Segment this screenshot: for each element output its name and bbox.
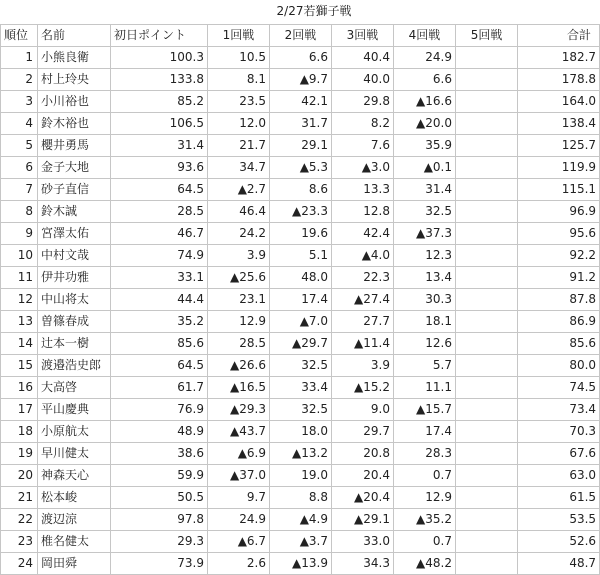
cell-rank: 19 (1, 442, 38, 464)
cell-round-4: 0.7 (394, 464, 456, 486)
cell-round-3: 40.4 (332, 46, 394, 68)
cell-round-1: 28.5 (208, 332, 270, 354)
cell-round-1: ▲26.6 (208, 354, 270, 376)
header-row (1, 24, 600, 46)
cell-initial-points: 93.6 (111, 156, 208, 178)
table-row (1, 420, 600, 442)
cell-total: 91.2 (518, 266, 600, 288)
cell-round-5 (456, 442, 518, 464)
cell-name: 松本峻 (38, 486, 111, 508)
cell-round-1: 12.0 (208, 112, 270, 134)
cell-round-5 (456, 332, 518, 354)
cell-round-4: ▲37.3 (394, 222, 456, 244)
table-row (1, 464, 600, 486)
cell-initial-points: 100.3 (111, 46, 208, 68)
cell-round-3: 34.3 (332, 552, 394, 574)
cell-round-3: 29.8 (332, 90, 394, 112)
title-spacer (518, 0, 600, 24)
header-initial-points: 初日ポイント (111, 24, 208, 46)
cell-name: 宮澤太佑 (38, 222, 111, 244)
cell-initial-points: 85.6 (111, 332, 208, 354)
cell-round-5 (456, 376, 518, 398)
cell-name: 金子大地 (38, 156, 111, 178)
cell-round-4: 11.1 (394, 376, 456, 398)
cell-rank: 3 (1, 90, 38, 112)
cell-round-3: 7.6 (332, 134, 394, 156)
cell-round-2: ▲7.0 (270, 310, 332, 332)
header-round-3: 3回戦 (332, 24, 394, 46)
cell-round-3: 13.3 (332, 178, 394, 200)
cell-rank: 22 (1, 508, 38, 530)
table-row (1, 552, 600, 574)
cell-total: 73.4 (518, 398, 600, 420)
table-row (1, 376, 600, 398)
cell-round-1: ▲6.9 (208, 442, 270, 464)
cell-round-2: 18.0 (270, 420, 332, 442)
cell-round-3: ▲3.0 (332, 156, 394, 178)
table-row (1, 398, 600, 420)
table-row (1, 244, 600, 266)
cell-round-3: 8.2 (332, 112, 394, 134)
cell-total: 138.4 (518, 112, 600, 134)
cell-rank: 5 (1, 134, 38, 156)
cell-round-4: 18.1 (394, 310, 456, 332)
cell-total: 95.6 (518, 222, 600, 244)
cell-round-1: 23.5 (208, 90, 270, 112)
cell-round-4: ▲16.6 (394, 90, 456, 112)
header-total: 合計 (518, 24, 600, 46)
cell-round-4: ▲48.2 (394, 552, 456, 574)
table-row (1, 222, 600, 244)
cell-total: 87.8 (518, 288, 600, 310)
cell-round-1: 24.2 (208, 222, 270, 244)
cell-round-2: 29.1 (270, 134, 332, 156)
cell-name: 平山慶典 (38, 398, 111, 420)
cell-round-1: ▲37.0 (208, 464, 270, 486)
cell-round-2: ▲13.9 (270, 552, 332, 574)
cell-round-5 (456, 552, 518, 574)
cell-rank: 6 (1, 156, 38, 178)
cell-rank: 15 (1, 354, 38, 376)
cell-round-1: 34.7 (208, 156, 270, 178)
cell-round-5 (456, 310, 518, 332)
cell-name: 曽篠春成 (38, 310, 111, 332)
cell-name: 神森天心 (38, 464, 111, 486)
cell-round-5 (456, 420, 518, 442)
cell-initial-points: 46.7 (111, 222, 208, 244)
cell-name: 小原航太 (38, 420, 111, 442)
cell-round-4: 28.3 (394, 442, 456, 464)
cell-name: 櫻井勇馬 (38, 134, 111, 156)
header-rank: 順位 (1, 24, 38, 46)
cell-round-3: 33.0 (332, 530, 394, 552)
cell-round-5 (456, 464, 518, 486)
cell-rank: 12 (1, 288, 38, 310)
cell-initial-points: 48.9 (111, 420, 208, 442)
cell-name: 鈴木誠 (38, 200, 111, 222)
cell-name: 岡田舜 (38, 552, 111, 574)
cell-round-2: 42.1 (270, 90, 332, 112)
cell-round-2: 5.1 (270, 244, 332, 266)
cell-rank: 24 (1, 552, 38, 574)
cell-round-1: 12.9 (208, 310, 270, 332)
cell-round-5 (456, 222, 518, 244)
cell-round-5 (456, 68, 518, 90)
cell-total: 182.7 (518, 46, 600, 68)
cell-round-2: ▲13.2 (270, 442, 332, 464)
cell-round-4: 17.4 (394, 420, 456, 442)
cell-rank: 1 (1, 46, 38, 68)
cell-total: 115.1 (518, 178, 600, 200)
header-round-4: 4回戦 (394, 24, 456, 46)
cell-round-3: ▲29.1 (332, 508, 394, 530)
cell-initial-points: 31.4 (111, 134, 208, 156)
header-round-5: 5回戦 (456, 24, 518, 46)
cell-round-3: 40.0 (332, 68, 394, 90)
cell-round-2: ▲9.7 (270, 68, 332, 90)
cell-round-5 (456, 486, 518, 508)
cell-round-1: 3.9 (208, 244, 270, 266)
cell-rank: 17 (1, 398, 38, 420)
cell-initial-points: 73.9 (111, 552, 208, 574)
cell-rank: 21 (1, 486, 38, 508)
cell-rank: 13 (1, 310, 38, 332)
table-row (1, 112, 600, 134)
cell-name: 辻本一樹 (38, 332, 111, 354)
cell-round-2: ▲5.3 (270, 156, 332, 178)
cell-round-2: 32.5 (270, 398, 332, 420)
cell-round-4: 0.7 (394, 530, 456, 552)
table-row (1, 178, 600, 200)
cell-initial-points: 29.3 (111, 530, 208, 552)
cell-round-4: 12.6 (394, 332, 456, 354)
cell-initial-points: 97.8 (111, 508, 208, 530)
cell-round-5 (456, 508, 518, 530)
cell-total: 48.7 (518, 552, 600, 574)
cell-round-4: 31.4 (394, 178, 456, 200)
cell-initial-points: 133.8 (111, 68, 208, 90)
cell-name: 中村文哉 (38, 244, 111, 266)
cell-round-2: 19.6 (270, 222, 332, 244)
cell-round-3: 9.0 (332, 398, 394, 420)
cell-round-2: ▲29.7 (270, 332, 332, 354)
cell-round-4: 12.9 (394, 486, 456, 508)
cell-round-2: 48.0 (270, 266, 332, 288)
cell-round-2: 8.8 (270, 486, 332, 508)
table-row (1, 310, 600, 332)
header-round-2: 2回戦 (270, 24, 332, 46)
cell-round-1: ▲43.7 (208, 420, 270, 442)
table-row (1, 156, 600, 178)
cell-round-5 (456, 288, 518, 310)
table-row (1, 266, 600, 288)
cell-round-4: ▲15.7 (394, 398, 456, 420)
cell-rank: 2 (1, 68, 38, 90)
cell-initial-points: 74.9 (111, 244, 208, 266)
cell-round-4: 12.3 (394, 244, 456, 266)
cell-round-1: 10.5 (208, 46, 270, 68)
cell-round-5 (456, 90, 518, 112)
cell-initial-points: 50.5 (111, 486, 208, 508)
table-row (1, 442, 600, 464)
cell-round-4: 32.5 (394, 200, 456, 222)
table-row (1, 530, 600, 552)
cell-total: 86.9 (518, 310, 600, 332)
cell-round-1: ▲29.3 (208, 398, 270, 420)
cell-initial-points: 59.9 (111, 464, 208, 486)
table-body (1, 46, 600, 574)
cell-rank: 18 (1, 420, 38, 442)
cell-round-2: 19.0 (270, 464, 332, 486)
cell-round-2: 8.6 (270, 178, 332, 200)
cell-round-5 (456, 46, 518, 68)
cell-round-4: ▲0.1 (394, 156, 456, 178)
cell-total: 119.9 (518, 156, 600, 178)
cell-round-1: 23.1 (208, 288, 270, 310)
cell-name: 中山将太 (38, 288, 111, 310)
table-row (1, 288, 600, 310)
cell-round-2: ▲3.7 (270, 530, 332, 552)
cell-round-5 (456, 398, 518, 420)
cell-rank: 9 (1, 222, 38, 244)
cell-total: 164.0 (518, 90, 600, 112)
cell-round-2: ▲4.9 (270, 508, 332, 530)
table-row (1, 90, 600, 112)
cell-rank: 23 (1, 530, 38, 552)
cell-round-3: 3.9 (332, 354, 394, 376)
cell-round-2: 6.6 (270, 46, 332, 68)
cell-name: 伊井功雅 (38, 266, 111, 288)
cell-rank: 10 (1, 244, 38, 266)
title-spacer (1, 0, 38, 24)
cell-round-2: 32.5 (270, 354, 332, 376)
cell-round-5 (456, 134, 518, 156)
cell-total: 85.6 (518, 332, 600, 354)
title-spacer (38, 0, 111, 24)
cell-initial-points: 85.2 (111, 90, 208, 112)
cell-round-5 (456, 530, 518, 552)
cell-round-3: 42.4 (332, 222, 394, 244)
cell-rank: 16 (1, 376, 38, 398)
cell-round-3: 27.7 (332, 310, 394, 332)
cell-name: 早川健太 (38, 442, 111, 464)
cell-round-3: 22.3 (332, 266, 394, 288)
cell-name: 村上玲央 (38, 68, 111, 90)
cell-round-3: 29.7 (332, 420, 394, 442)
title-row (1, 0, 600, 24)
cell-round-2: 33.4 (270, 376, 332, 398)
cell-round-5 (456, 266, 518, 288)
cell-round-4: 24.9 (394, 46, 456, 68)
table-row (1, 354, 600, 376)
cell-initial-points: 35.2 (111, 310, 208, 332)
table-row (1, 46, 600, 68)
table-row (1, 68, 600, 90)
cell-round-5 (456, 178, 518, 200)
cell-round-5 (456, 112, 518, 134)
cell-round-3: 20.8 (332, 442, 394, 464)
table-row (1, 200, 600, 222)
cell-name: 渡邉浩史郎 (38, 354, 111, 376)
cell-initial-points: 106.5 (111, 112, 208, 134)
cell-round-4: 35.9 (394, 134, 456, 156)
cell-round-2: 31.7 (270, 112, 332, 134)
cell-round-5 (456, 244, 518, 266)
cell-rank: 14 (1, 332, 38, 354)
cell-total: 92.2 (518, 244, 600, 266)
cell-round-4: 6.6 (394, 68, 456, 90)
cell-name: 鈴木裕也 (38, 112, 111, 134)
cell-total: 61.5 (518, 486, 600, 508)
cell-total: 53.5 (518, 508, 600, 530)
cell-round-5 (456, 354, 518, 376)
table-row (1, 332, 600, 354)
cell-round-1: ▲16.5 (208, 376, 270, 398)
cell-total: 80.0 (518, 354, 600, 376)
cell-initial-points: 76.9 (111, 398, 208, 420)
cell-initial-points: 33.1 (111, 266, 208, 288)
cell-round-4: 30.3 (394, 288, 456, 310)
cell-round-3: ▲27.4 (332, 288, 394, 310)
cell-round-4: ▲35.2 (394, 508, 456, 530)
cell-initial-points: 64.5 (111, 354, 208, 376)
cell-round-1: 24.9 (208, 508, 270, 530)
cell-total: 67.6 (518, 442, 600, 464)
cell-round-2: ▲23.3 (270, 200, 332, 222)
cell-round-1: ▲6.7 (208, 530, 270, 552)
cell-total: 70.3 (518, 420, 600, 442)
cell-round-4: 5.7 (394, 354, 456, 376)
cell-round-1: 21.7 (208, 134, 270, 156)
cell-initial-points: 44.4 (111, 288, 208, 310)
cell-name: 渡辺涼 (38, 508, 111, 530)
cell-round-1: ▲2.7 (208, 178, 270, 200)
header-name: 名前 (38, 24, 111, 46)
cell-round-1: 9.7 (208, 486, 270, 508)
cell-total: 96.9 (518, 200, 600, 222)
table-row (1, 508, 600, 530)
header-round-1: 1回戦 (208, 24, 270, 46)
cell-initial-points: 64.5 (111, 178, 208, 200)
cell-rank: 4 (1, 112, 38, 134)
cell-round-1: 46.4 (208, 200, 270, 222)
cell-total: 178.8 (518, 68, 600, 90)
cell-total: 74.5 (518, 376, 600, 398)
cell-round-1: 2.6 (208, 552, 270, 574)
cell-total: 125.7 (518, 134, 600, 156)
cell-initial-points: 61.7 (111, 376, 208, 398)
cell-total: 63.0 (518, 464, 600, 486)
cell-round-4: 13.4 (394, 266, 456, 288)
cell-name: 小川裕也 (38, 90, 111, 112)
cell-round-2: 17.4 (270, 288, 332, 310)
cell-round-3: ▲11.4 (332, 332, 394, 354)
cell-round-3: 20.4 (332, 464, 394, 486)
cell-initial-points: 38.6 (111, 442, 208, 464)
cell-rank: 11 (1, 266, 38, 288)
cell-name: 小熊良衛 (38, 46, 111, 68)
cell-rank: 8 (1, 200, 38, 222)
table-title: 2/27若獅子戦 (111, 0, 518, 24)
cell-round-3: ▲20.4 (332, 486, 394, 508)
cell-round-1: 8.1 (208, 68, 270, 90)
cell-total: 52.6 (518, 530, 600, 552)
cell-round-3: ▲4.0 (332, 244, 394, 266)
cell-round-4: ▲20.0 (394, 112, 456, 134)
cell-name: 椎名健太 (38, 530, 111, 552)
cell-rank: 7 (1, 178, 38, 200)
cell-rank: 20 (1, 464, 38, 486)
cell-initial-points: 28.5 (111, 200, 208, 222)
cell-name: 大高啓 (38, 376, 111, 398)
cell-round-3: ▲15.2 (332, 376, 394, 398)
cell-round-5 (456, 200, 518, 222)
cell-name: 砂子直信 (38, 178, 111, 200)
cell-round-3: 12.8 (332, 200, 394, 222)
cell-round-5 (456, 156, 518, 178)
cell-round-1: ▲25.6 (208, 266, 270, 288)
table-row (1, 134, 600, 156)
table-row (1, 486, 600, 508)
